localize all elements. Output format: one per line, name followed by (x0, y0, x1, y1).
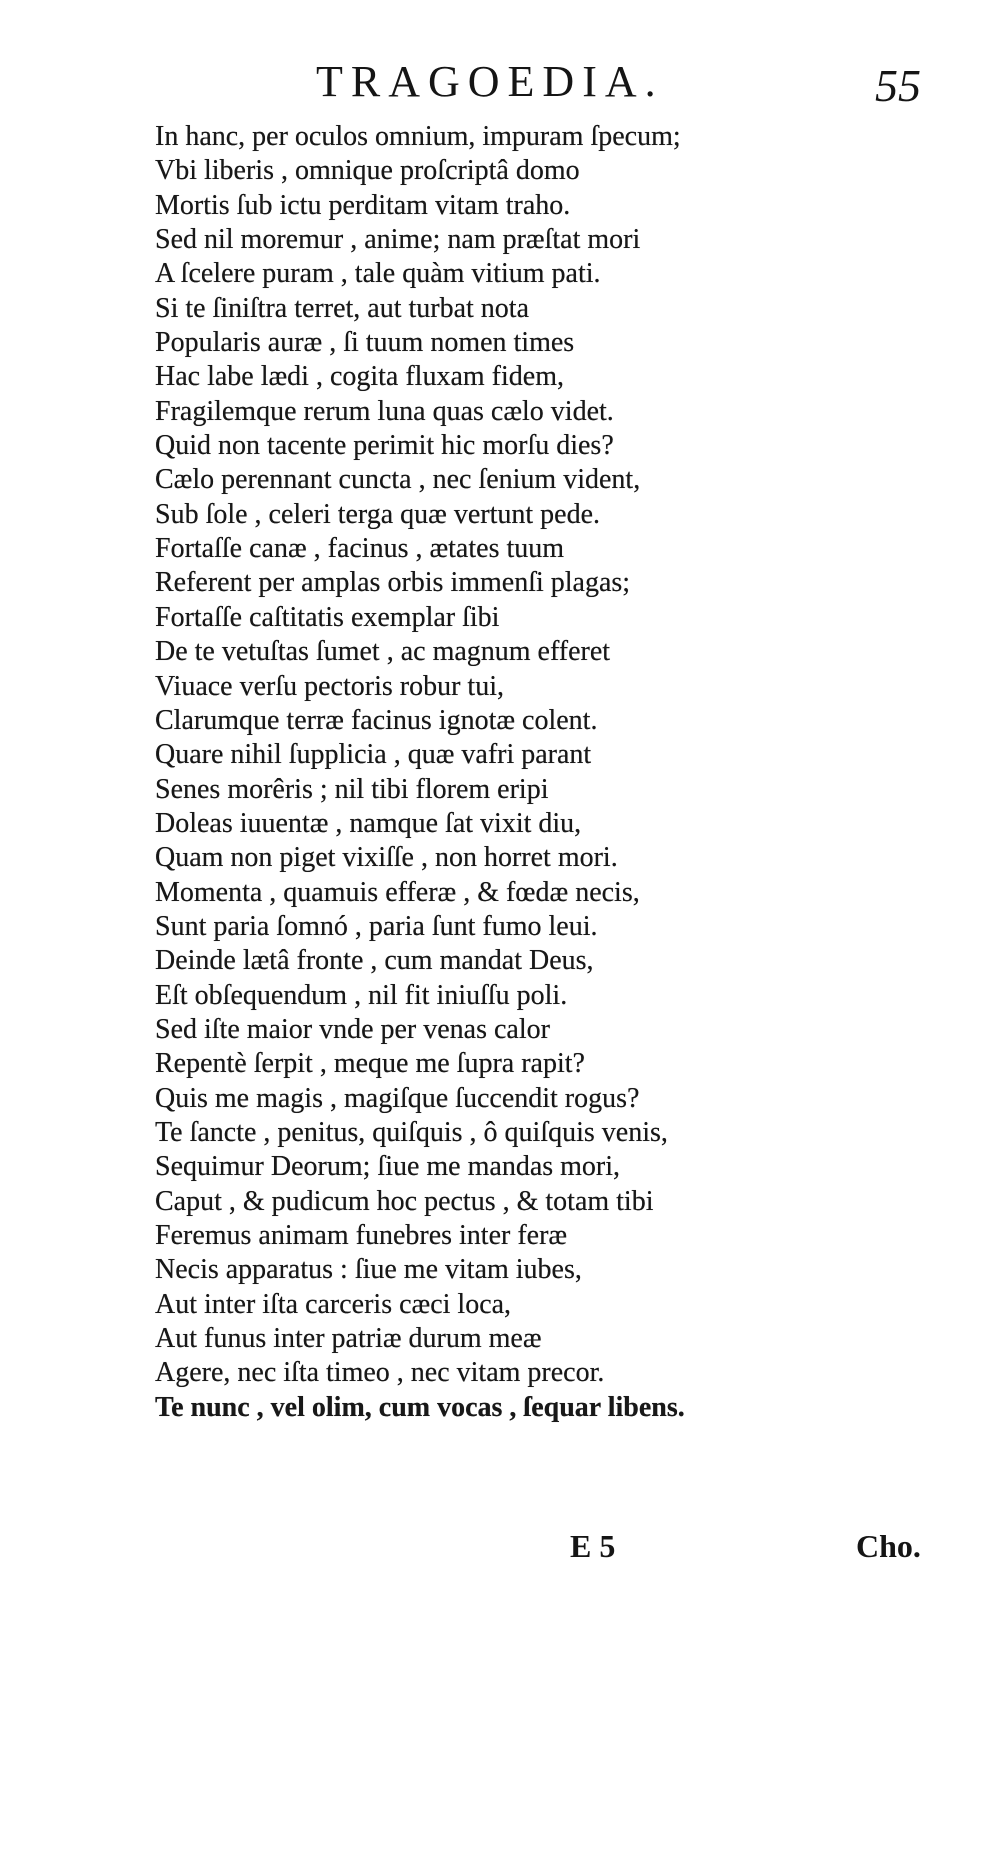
verse-line: Aut inter iſta carceris cæci loca, (155, 1288, 512, 1320)
page-footer (0, 1516, 1000, 1576)
verse-line: Necis apparatus : ſiue me vitam iubes, (155, 1254, 582, 1286)
page-number: 55 (875, 60, 921, 111)
verse-line: Viuace verſu pectoris robur tui, (155, 670, 504, 702)
verse-line: Quam non piget vixiſſe , non horret mori. (155, 842, 618, 874)
verse-line: Quid non tacente perimit hic morſu dies? (155, 430, 614, 462)
running-title: TRAGOEDIA. (316, 57, 664, 106)
verse-line: Sunt paria ſomnó , paria ſunt fumo leui. (155, 910, 598, 942)
verse-line: Doleas iuuentæ , namque ſat vixit diu, (155, 807, 582, 839)
verse-line: Cælo perennant cuncta , nec ſenium vident, (155, 464, 641, 496)
verse-line: Te ſancte , penitus, quiſquis , ô quiſquis venis, (155, 1116, 668, 1148)
verse-line: A ſcelere puram , tale quàm vitium pati. (155, 258, 601, 290)
verse-line: Popularis auræ , ſi tuum nomen times (155, 327, 575, 359)
verse-line: Mortis ſub ictu perditam vitam traho. (155, 189, 571, 221)
verse-line: Repentè ſerpit , meque me ſupra rapit? (155, 1048, 585, 1080)
verse-line: De te vetuſtas ſumet , ac magnum efferet (155, 636, 611, 668)
verse-line: In hanc, per oculos omnium, impuram ſpecum; (155, 121, 681, 152)
verse-line: Quis me magis , magiſque ſuccendit rogus? (155, 1082, 640, 1114)
verse-line: Sub ſole , celeri terga quæ vertunt pede. (155, 498, 601, 530)
verse-line: Momenta , quamuis efferæ , & fœdæ necis, (155, 876, 640, 908)
verse-line: Sequimur Deorum; ſiue me mandas mori, (155, 1151, 621, 1183)
catchword: Cho. (856, 1528, 921, 1564)
verse-line: Si te ſiniſtra terret, aut turbat nota (155, 292, 529, 324)
verse-line: Eſt obſequendum , nil fit iniuſſu poli. (155, 979, 568, 1011)
verse-line: Caput , & pudicum hoc pectus , & totam tibi (155, 1185, 654, 1217)
verse-line: Sed iſte maior vnde per venas calor (155, 1013, 550, 1045)
verse-line: Te nunc , vel olim, cum vocas , ſequar libens. (155, 1391, 685, 1423)
verse-line: Hac labe lædi , cogita fluxam fidem, (155, 361, 564, 393)
verse-line: Fortaſſe canæ , facinus , ætates tuum (155, 533, 565, 565)
verse-line: Deinde lætâ fronte , cum mandat Deus, (155, 945, 594, 977)
verse-line: Aut funus inter patriæ durum meæ (155, 1323, 542, 1355)
signature-mark: E 5 (570, 1528, 616, 1564)
verse-line: Fragilemque rerum luna quas cælo videt. (155, 395, 614, 427)
verse-line: Vbi liberis , omnique proſcriptâ domo (155, 155, 580, 187)
verse-line: Senes morêris ; nil tibi florem eripi (155, 773, 549, 805)
verse-block (155, 120, 935, 1425)
verse-line: Referent per amplas orbis immenſi plagas; (155, 567, 631, 599)
verse-line: Sed nil moremur , anime; nam præſtat mori (155, 224, 641, 256)
verse-line: Quare nihil ſupplicia , quæ vafri parant (155, 739, 592, 771)
verse-line: Clarumque terræ facinus ignotæ colent. (155, 704, 598, 736)
running-head (0, 52, 1000, 112)
verse-line: Feremus animam funebres inter feræ (155, 1220, 568, 1251)
verse-line: Fortaſſe caſtitatis exemplar ſibi (155, 601, 500, 633)
verse-line: Agere, nec iſta timeo , nec vitam precor. (155, 1357, 605, 1389)
